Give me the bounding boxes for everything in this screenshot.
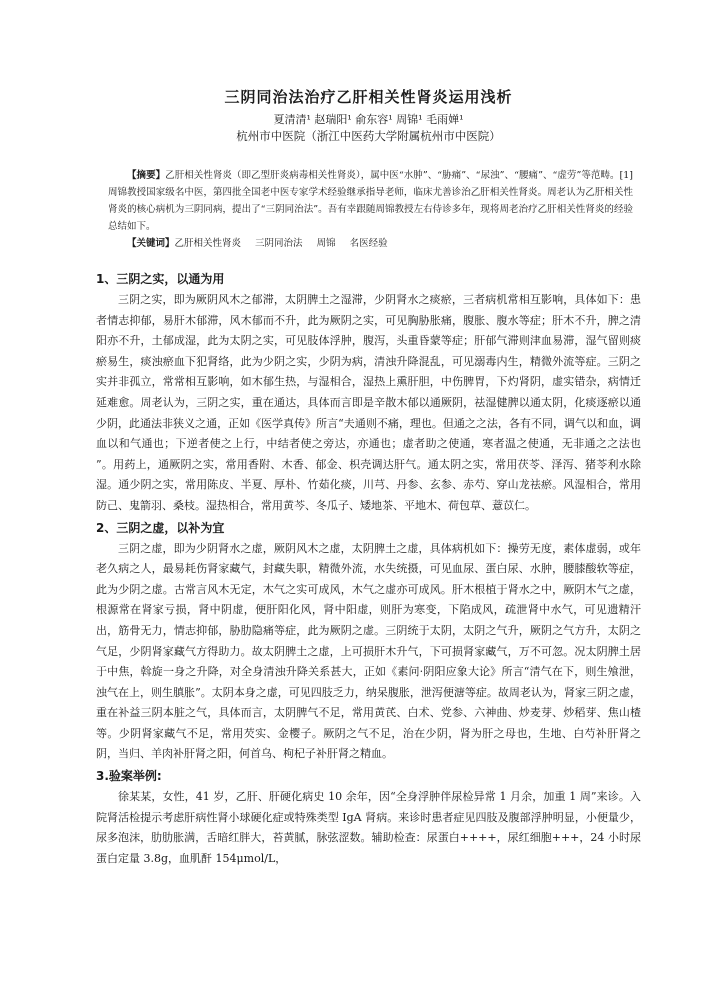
abstract-paragraph <box>108 167 633 235</box>
section-heading: 3.验案举例: <box>96 769 162 784</box>
body-paragraph: 三阴之实，即为厥阴风木之郁滞，太阴脾土之湿滞，少阴肾水之痰瘀，三者病机常相互影响，具体如下：患者情志抑郁，易肝木郁滞，风木郁而不升，此为厥阴之实，可见胸胁胀痛，腹胀、腹水等症；肝木不升，脾之清阳亦不升，土郁成湿，此为太阴之实，可见肢体浮肿，腹泻，头重昏蒙等症；肝郁气滞则津血易滞，湿气留则痰瘀易生，痰浊瘀血下犯肾络，此为少阴之实，少阴为病，清浊升降混乱，可见溺毒内生，精微外流等症。三阴之实并非孤立，常常相互影响，如木郁生热，与湿相合，湿热上熏肝胆，中伤脾胃，下灼肾阴，虚实错杂，病情迁延难愈。周老认为，三阴之实，重在通达，具体而言即是辛散木郁以通厥阴，祛湿健脾以通太阴，化痰逐瘀以通少阴，此通法非狭义之通，正如《医学真传》所言“夫通则不痛，理也。但通之之法，各有不同，调气以和血，调血以和气通也；下逆者使之上行，中结者使之旁达，亦通也；虚者助之使通，寒者温之使通，无非通之之法也 ”。用药上，通厥阴之实，常用香附、木香、郁金、枳壳调达肝气。通太阴之实，常用茯苓、泽泻、猪苓利水除湿。通少阴之实，常用陈皮、半夏、厚朴、竹茹化痰，川芎、丹参、玄参、赤芍、穿山龙祛瘀。风湿相合，常用防己、鬼箭羽、桑枝。湿热相合，常用黄芩、冬瓜子、矮地茶、平地木、荷包草、薏苡仁。 <box>96 293 641 512</box>
body-paragraph: 徐某某，女性，41 岁，乙肝、肝硬化病史 10 余年，因“全身浮肿伴尿检异常 1 月余，加重 1 周”来诊。入院肾活检提示考虑肝病性肾小球硬化症或特殊类型 IgA 肾病。来诊时患者症见四肢及腹部浮肿明显，小便量少，尿多泡沫，肋肋胀满，舌暗红胖大，苔黄腻，脉弦涩数。辅助检查：尿蛋白++++，尿红细胞+++，24 小时尿蛋白定量 3.8g，血肌酐 154μmol/L， <box>96 790 641 865</box>
keyword: 乙肝相关性肾炎 <box>174 238 242 249</box>
section-heading: 2、三阴之虚，以补为宜 <box>96 520 225 535</box>
affiliation: 杭州市中医院（浙江中医药大学附属杭州市中医院） <box>236 129 501 143</box>
keywords-line <box>108 235 633 252</box>
author-list: 夏清清¹ 赵瑞阳¹ 俞东容¹ 周锦¹ 毛雨婵¹ <box>273 113 464 126</box>
abstract-text: 乙肝相关性肾炎（即乙型肝炎病毒相关性肾炎），属中医“水肿”、“胁痛”、“尿浊”、“腰痛”、“虚劳”等范畴。[1] 周锦教授国家级名中医，第四批全国老中医专家学术经验继承指导老师，临床尤善诊治乙肝相关性肾炎。周老认为乙肝相关性肾炎的核心病机为三阴同病，提出了“三阴同治法”。吾有幸跟随周锦教授左右侍诊多年，现将周老治疗乙肝相关性肾炎的经验总结如下。 <box>108 170 633 232</box>
keywords-label: 【关键词】 <box>127 238 175 249</box>
section-heading: 1、三阴之实，以通为用 <box>96 272 225 286</box>
abstract-label: 【摘要】 <box>127 170 166 181</box>
keyword: 三阴同治法 <box>255 238 303 249</box>
abstract-block <box>96 167 641 252</box>
body-paragraph: 三阴之虚，即为少阴肾水之虚，厥阴风木之虚，太阴脾土之虚，具体病机如下：操劳无度，素体虚弱，或年老久病之人，最易耗伤肾家藏气，封藏失职，精微外流，水失统摄，可见血尿、蛋白尿、水肿，腰膝酸软等症，此为少阴之虚。古常言风木无定，木气之实可成风，木气之虚亦可成风。肝木根植于肾水之中，厥阴木气之虚，根源常在肾家亏损，肾中阴虚，便肝阳化风，肾中阳虚，则肝为寒变，下陷成风，疏泄肾中水气，可见遗精汗出，筋骨无力，情志抑郁，胁肋隐痛等症，此为厥阴之虚。三阴统于太阴，太阴之气升，厥阴之气方升，太阴之气足，少阴肾家藏气方得助力。故太阴脾土之虚，上可损肝木升气，下可损肾家藏气，万不可忽。况太阴脾土居于中焦，斡旋一身之升降，对全身清浊升降关系甚大，正如《素问·阴阳应象大论》所言“清气在下，则生飧泄，浊气在上，则生䐜胀”。太阴本身之虚，可见四肢乏力，纳呆腹胀，泄泻便溏等症。故周老认为，肾家三阴之虚，重在补益三阴本脏之气，具体而言，太阴脾气不足，常用黄芪、白术、党参、六神曲、炒麦芽、炒稻芽、焦山楂等。少阴肾家藏气不足，常用芡实、金樱子。厥阴之气不足，治在少阴，肾为肝之母也，生地、白芍补肝肾之阴，当归、羊肉补肝肾之阳，何首乌、枸杞子补肝肾之精血。 <box>96 541 641 761</box>
keyword: 周锦 <box>316 238 336 249</box>
paper-title: 三阴同治法治疗乙肝相关性肾炎运用浅析 <box>224 88 513 106</box>
paper-body <box>96 268 641 869</box>
keyword: 名医经验 <box>349 238 388 249</box>
